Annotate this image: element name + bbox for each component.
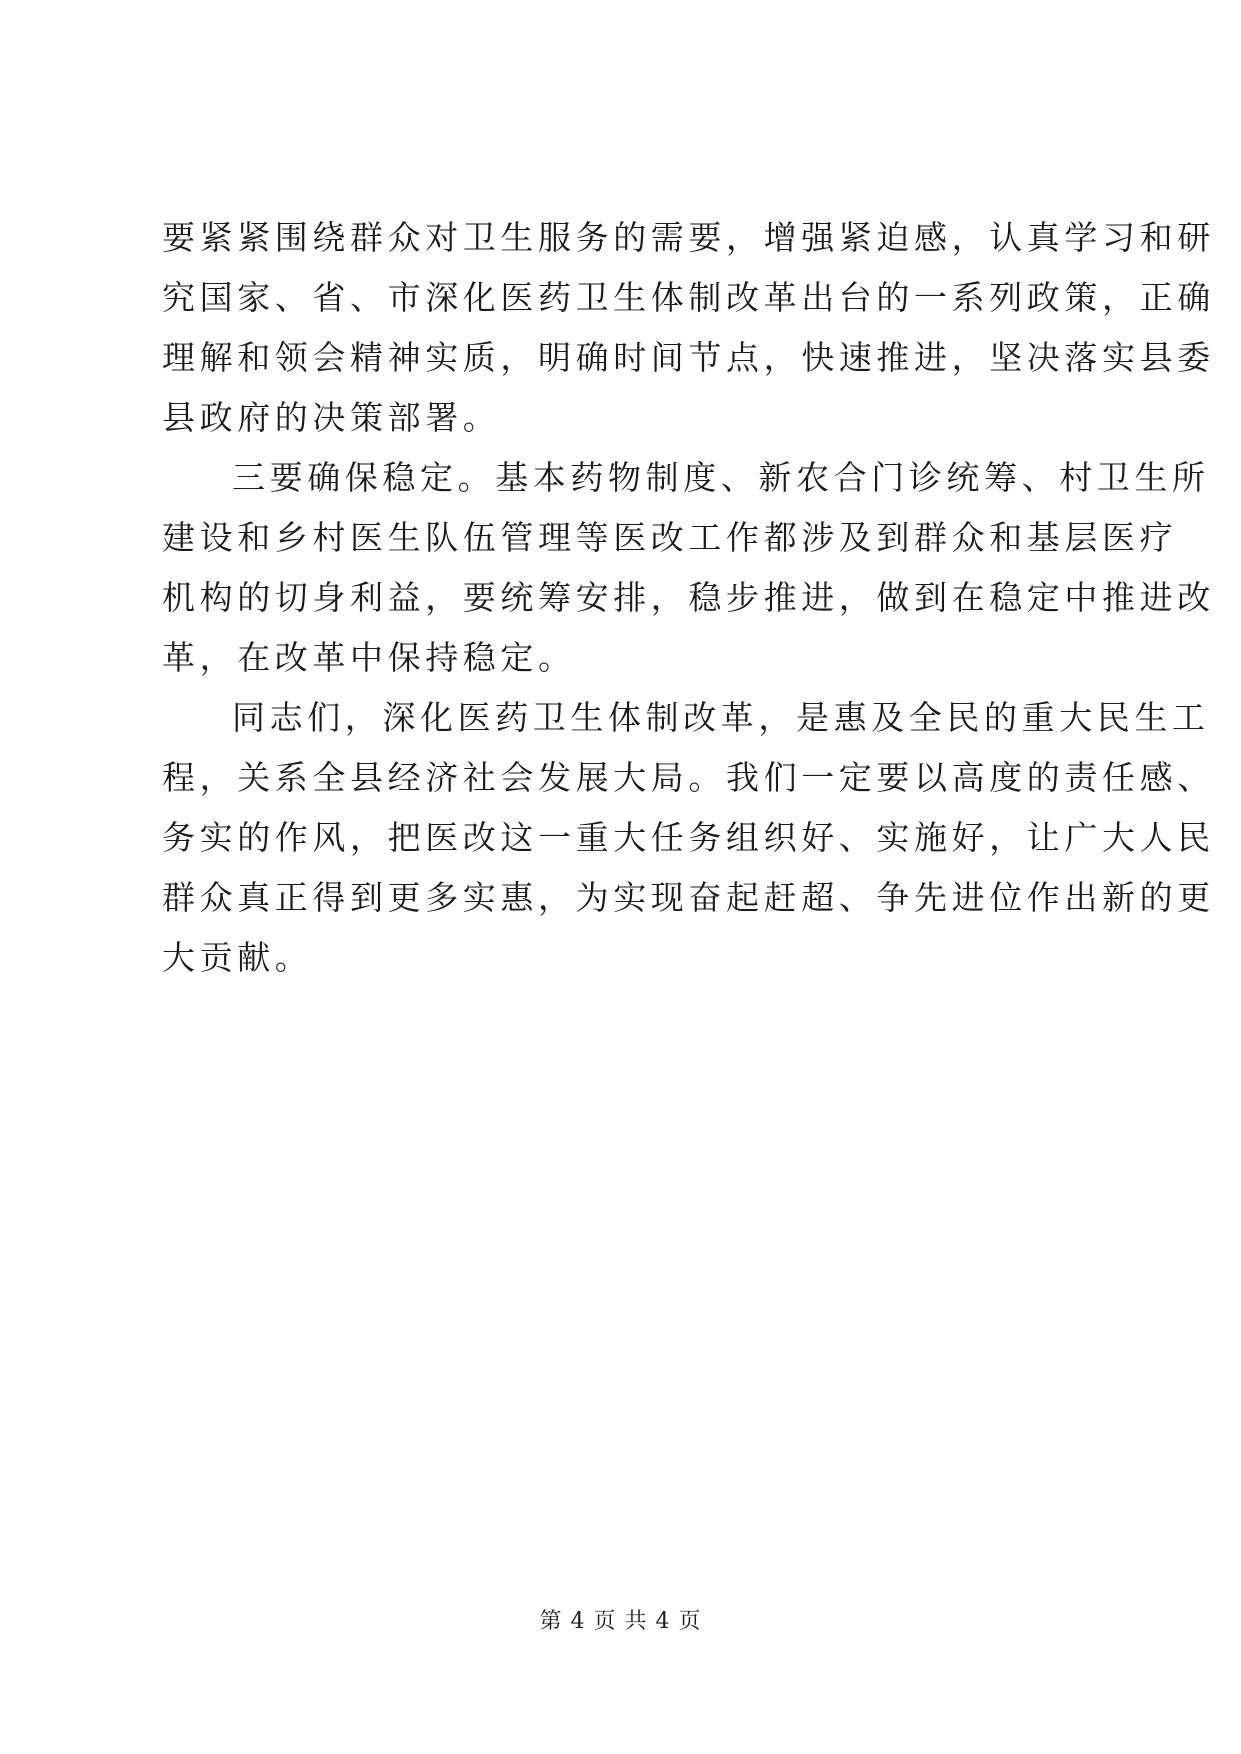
text-line: 建设和乡村医生队伍管理等医改工作都涉及到群众和基层医疗: [162, 518, 1178, 557]
text-line: 革，在改革中保持稳定。: [162, 638, 576, 677]
text-line: 理解和领会精神实质，明确时间节点，快速推进，坚决落实县委: [162, 338, 1215, 377]
text-line: 大贡献。: [162, 938, 313, 977]
text-line: 究国家、省、市深化医药卫生体制改革出台的一系列政策，正确: [162, 278, 1215, 317]
text-line: 县政府的决策部署。: [162, 398, 501, 437]
text-line: 机构的切身利益，要统筹安排，稳步推进，做到在稳定中推进改: [162, 578, 1215, 617]
page-number-footer: 第 4 页 共 4 页: [539, 1609, 702, 1634]
paragraph-start-line: 同志们，深化医药卫生体制改革，是惠及全民的重大民生工: [232, 698, 1210, 737]
text-line: 群众真正得到更多实惠，为实现奋起赶超、争先进位作出新的更: [162, 878, 1215, 917]
text-line: 务实的作风，把医改这一重大任务组织好、实施好，让广大人民: [162, 818, 1215, 857]
paragraph-start-line: 三要确保稳定。基本药物制度、新农合门诊统筹、村卫生所: [232, 458, 1210, 497]
document-body: [162, 208, 1215, 988]
text-line: 要紧紧围绕群众对卫生服务的需要，增强紧迫感，认真学习和研: [162, 218, 1215, 257]
text-line: 程，关系全县经济社会发展大局。我们一定要以高度的责任感、: [162, 758, 1215, 797]
